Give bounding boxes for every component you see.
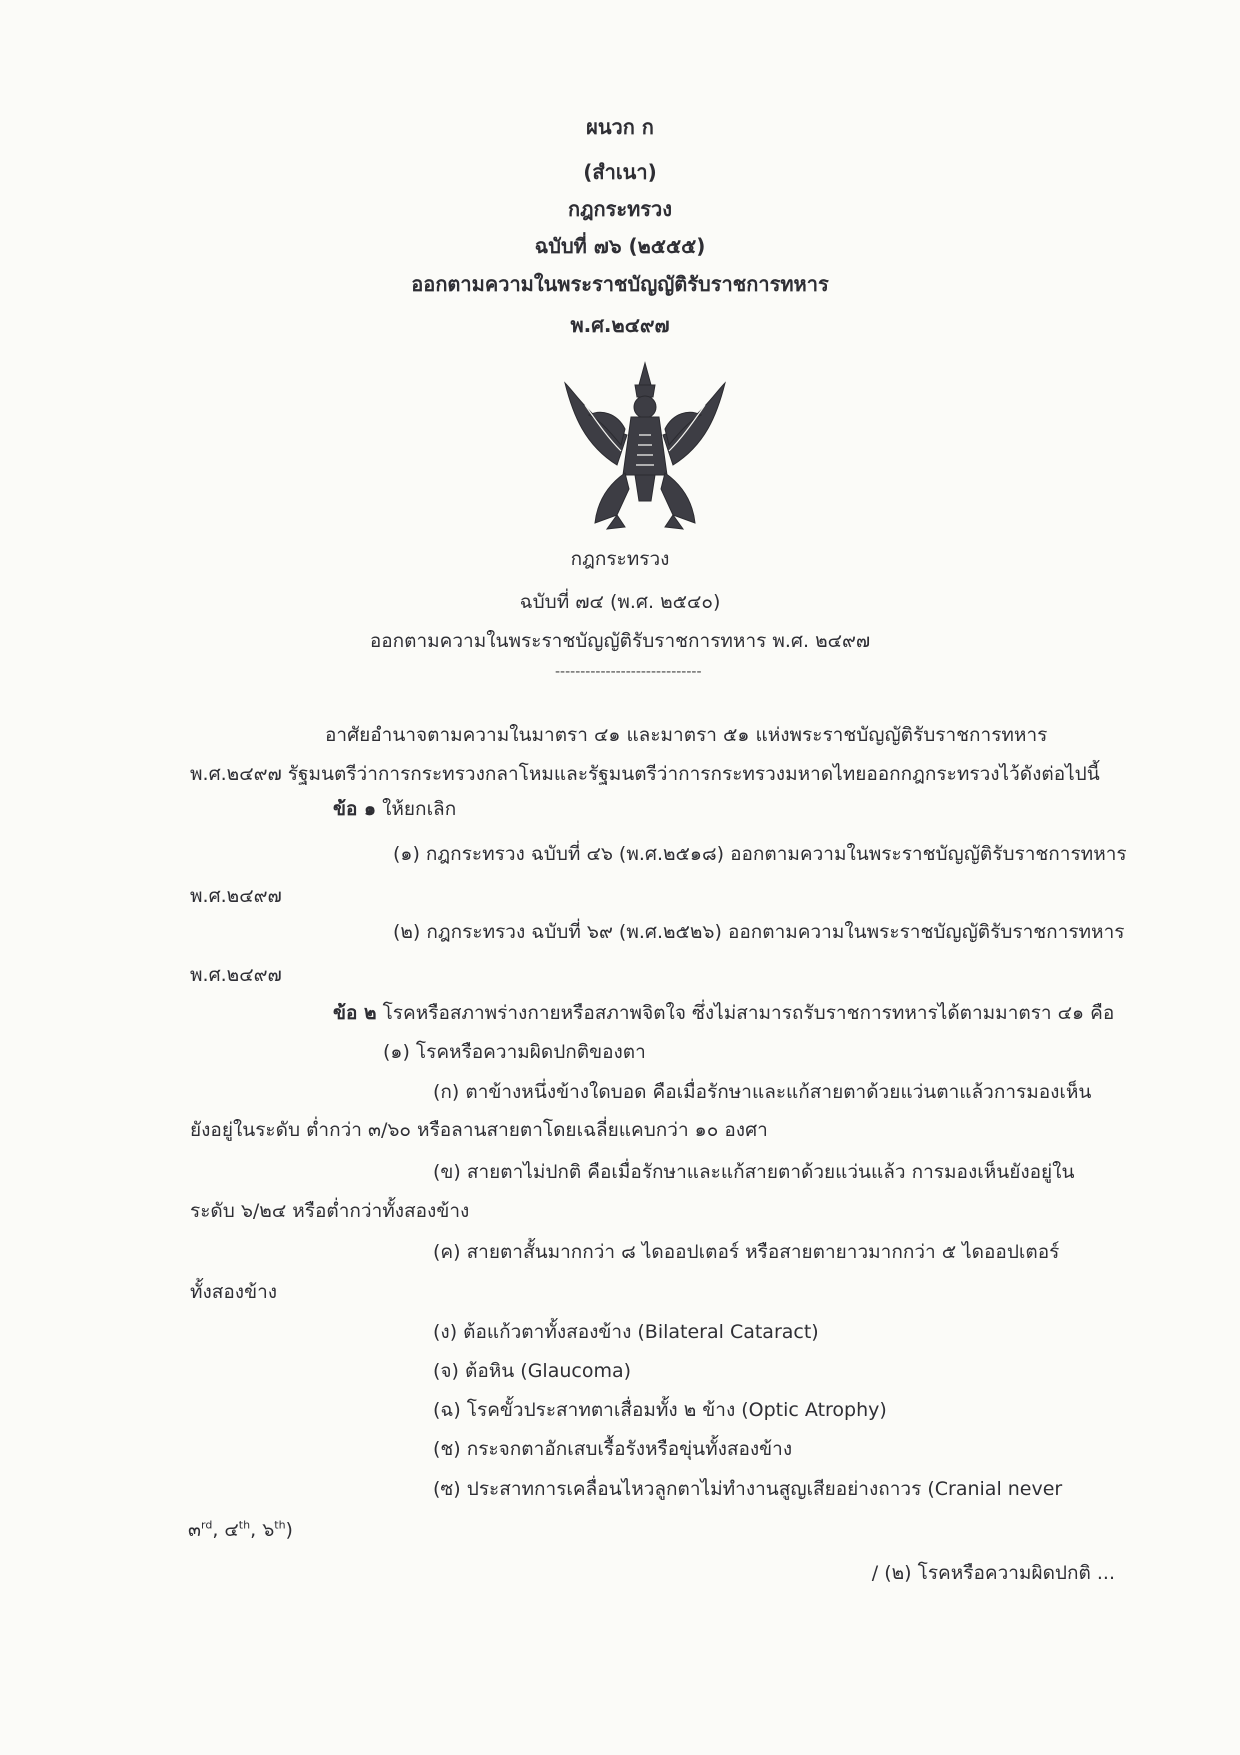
nerve-number-4: ๔ <box>224 1519 239 1541</box>
eye-item-b: (ข) สายตาไม่ปกติ คือเมื่อรักษาและแก้สายตาด้วยแว่นแล้ว การมองเห็นยังอยู่ใน <box>433 1161 1075 1183</box>
divider-line: ----------------------------- <box>555 664 702 680</box>
section-1 <box>333 797 456 821</box>
section-1-label: ข้อ ๑ <box>333 798 377 820</box>
section-2-label: ข้อ ๒ <box>333 1002 377 1024</box>
section-1-item-1-cont: พ.ศ.๒๔๙๗ <box>190 885 282 907</box>
eye-item-e: (จ) ต้อหิน (Glaucoma) <box>433 1360 632 1382</box>
nerve-number-6: ๖ <box>262 1519 275 1541</box>
copy-label: (สำเนา) <box>583 160 657 184</box>
section-1-item-1: (๑) กฎกระทรวง ฉบับที่ ๔๖ (พ.ศ.๒๕๑๘) ออกตามความในพระราชบัญญัติรับราชการทหาร <box>393 843 1127 865</box>
section-2-item-1: (๑) โรคหรือความผิดปกติของตา <box>383 1041 646 1063</box>
section-2 <box>333 1001 1114 1025</box>
section-1-item-2-cont: พ.ศ.๒๔๙๗ <box>190 964 282 986</box>
section-1-text: ให้ยกเลิก <box>382 798 457 820</box>
eye-item-a: (ก) ตาข้างหนึ่งข้างใดบอด คือเมื่อรักษาและแก้สายตาด้วยแว่นตาแล้วการมองเห็น <box>433 1081 1092 1103</box>
section-2-text: โรคหรือสภาพร่างกายหรือสภาพจิตใจ ซึ่งไม่สามารถรับราชการทหารได้ตามมาตรา ๔๑ คือ <box>382 1002 1115 1024</box>
header-year: พ.ศ.๒๔๙๗ <box>570 313 670 337</box>
sub-header-issue: ฉบับที่ ๗๔ (พ.ศ. ๒๕๔๐) <box>519 591 721 613</box>
nerve-suffix-6: th <box>274 1518 286 1532</box>
eye-item-c: (ค) สายตาสั้นมากกว่า ๘ ไดออปเตอร์ หรือสายตายาวมากกว่า ๕ ไดออปเตอร์ <box>433 1241 1060 1263</box>
header-kind: กฎกระทรวง <box>567 197 673 221</box>
header-act: ออกตามความในพระราชบัญญัติรับราชการทหาร <box>411 272 829 296</box>
section-1-item-2: (๒) กฎกระทรวง ฉบับที่ ๖๙ (พ.ศ.๒๕๒๖) ออกตามความในพระราชบัญญัติรับราชการทหาร <box>393 921 1125 943</box>
sub-header-kind: กฎกระทรวง <box>570 548 670 570</box>
eye-item-h-cont: ๓$^{rd}$, ๔$^{th}$, ๖$^{th}$) <box>188 1518 293 1541</box>
nerve-suffix-4: th <box>238 1518 251 1532</box>
preamble-line-1: อาศัยอำนาจตามความในมาตรา ๔๑ และมาตรา ๕๑ แห่งพระราชบัญญัติรับราชการทหาร <box>325 724 1048 746</box>
nerve-number-3: ๓ <box>188 1519 201 1541</box>
preamble-line-2: พ.ศ.๒๔๙๗ รัฐมนตรีว่าการกระทรวงกลาโหมและรัฐมนตรีว่าการกระทรวงมหาดไทยออกกฎกระทรวงไว้ดังต่อไปนี้ <box>190 763 1100 785</box>
eye-item-f: (ฉ) โรคขั้วประสาทตาเสื่อมทั้ง ๒ ข้าง (Optic Atrophy) <box>433 1399 887 1421</box>
eye-item-d: (ง) ต้อแก้วตาทั้งสองข้าง (Bilateral Cataract) <box>433 1321 819 1343</box>
sub-header-act: ออกตามความในพระราชบัญญัติรับราชการทหาร พ.ศ. ๒๔๙๗ <box>369 630 871 652</box>
garuda-emblem-icon <box>555 355 735 535</box>
eye-item-a-cont: ยังอยู่ในระดับ ต่ำกว่า ๓/๖๐ หรือลานสายตาโดยเฉลี่ยแคบกว่า ๑๐ องศา <box>190 1119 768 1141</box>
eye-item-g: (ช) กระจกตาอักเสบเรื้อรังหรือขุ่นทั้งสองข้าง <box>433 1438 793 1460</box>
eye-item-b-cont: ระดับ ๖/๒๔ หรือต่ำกว่าทั้งสองข้าง <box>190 1200 470 1222</box>
eye-item-c-cont: ทั้งสองข้าง <box>190 1281 278 1303</box>
appendix-label: ผนวก ก <box>586 115 654 139</box>
eye-item-h: (ซ) ประสาทการเคลื่อนไหวลูกตาไม่ทำงานสูญเสียอย่างถาวร (Cranial never <box>433 1478 1063 1500</box>
header-issue: ฉบับที่ ๗๖ (๒๕๕๕) <box>534 234 706 258</box>
continuation-note: / (๒) โรคหรือความผิดปกติ ... <box>871 1562 1115 1584</box>
nerve-suffix-3: rd <box>201 1518 213 1532</box>
